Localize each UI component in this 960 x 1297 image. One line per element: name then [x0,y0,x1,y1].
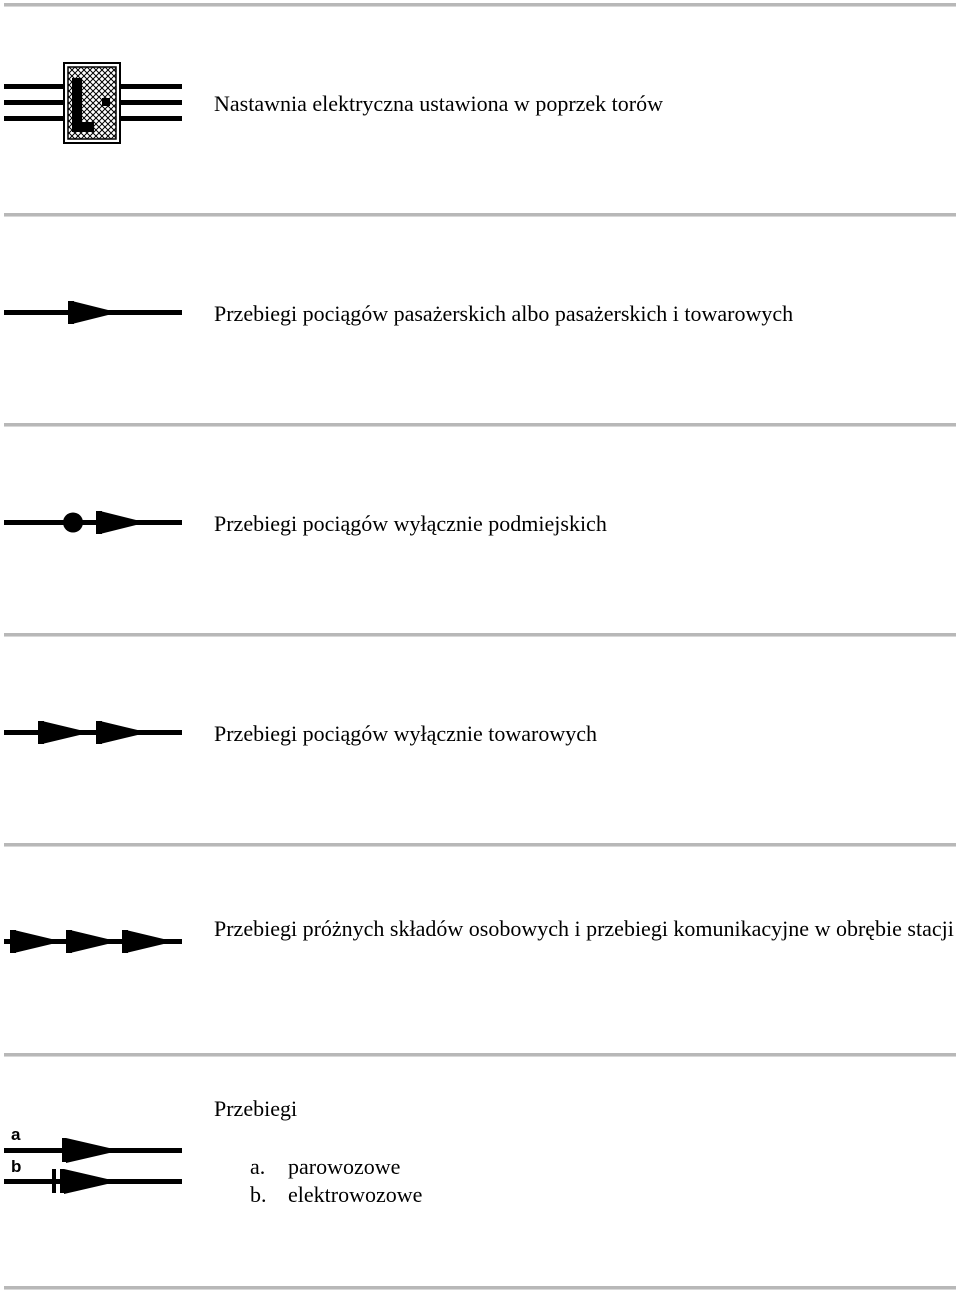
divider [4,1286,956,1290]
interlocking-box-icon [0,58,190,148]
symbol-label-a: a [11,1125,21,1144]
divider [4,1053,956,1057]
single-arrow-icon [0,298,190,328]
divider [4,423,956,427]
list-item-text: elektrowozowe [288,1182,423,1207]
list-item [250,1153,422,1181]
divider [4,843,956,847]
double-arrow-icon [0,718,190,748]
row-6-text: Przebiegi [214,1096,298,1121]
triple-arrow-icon [0,927,190,957]
row-3-text: Przebiegi pociągów wyłącznie podmiejskich [214,511,607,536]
row-6-sublist [250,1153,422,1209]
symbol-label-b: b [11,1157,22,1176]
list-item-label: a. [250,1154,266,1179]
dot-arrow-icon [0,508,190,538]
divider [4,3,956,7]
list-item-text: parowozowe [288,1154,401,1179]
divider [4,213,956,217]
row-2-text: Przebiegi pociągów pasażerskich albo pasażerskich i towarowych [214,301,794,326]
row-4-text: Przebiegi pociągów wyłącznie towarowych [214,721,598,746]
row-1-text: Nastawnia elektryczna ustawiona w poprzek torów [214,91,664,116]
list-item [250,1181,422,1209]
divider [4,633,956,637]
list-item-label: b. [250,1182,267,1207]
ab-arrows-icon [0,1125,190,1198]
row-5-text: Przebiegi próżnych składów osobowych i przebiegi komunikacyjne w obrębie stacji [214,916,954,941]
